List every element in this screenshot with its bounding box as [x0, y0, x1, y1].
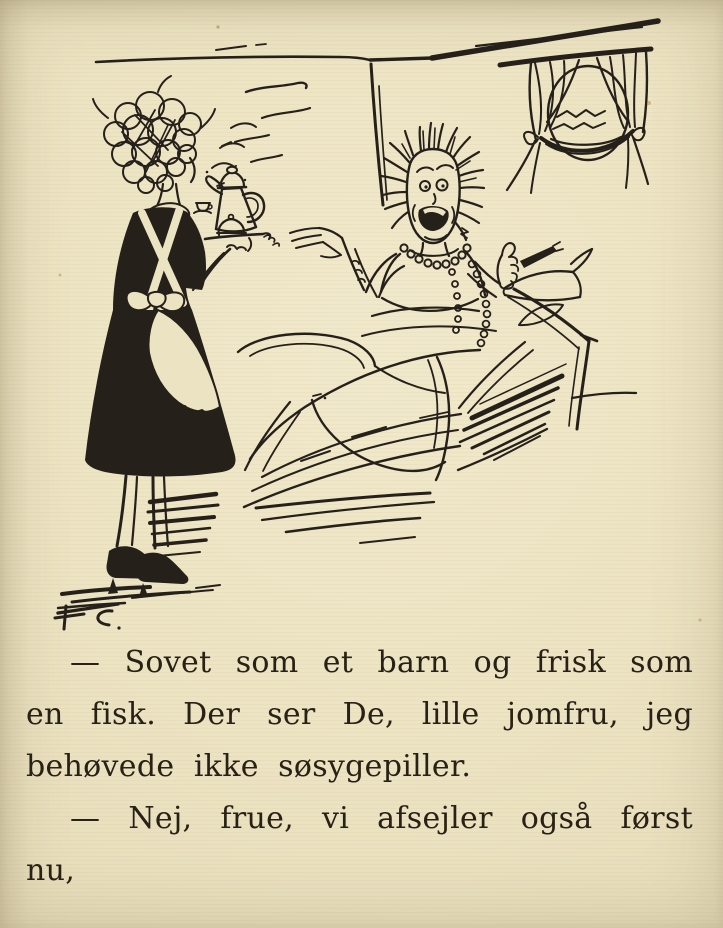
caption-line-5: nu, [26, 853, 76, 888]
woman-hand [498, 255, 502, 284]
coffee-tray [193, 167, 279, 290]
maid-leg [117, 476, 126, 546]
woman-in-bed [290, 123, 563, 346]
biscuit [520, 246, 557, 268]
woman-hand [319, 228, 342, 238]
tray [205, 234, 263, 239]
maid-curly-hair [93, 76, 215, 193]
caption-line-4: — Nej, frue, vi afsejler også først [70, 801, 693, 836]
coffee-cup [194, 203, 212, 213]
sea-waves [557, 110, 605, 117]
headboard [371, 64, 387, 205]
caption-text [0, 637, 723, 897]
caption-line-3: behøvede ikke søsygepiller. [26, 749, 472, 784]
bed-and-blanket [148, 249, 636, 556]
woman-right-arm [290, 228, 404, 297]
porthole-window [500, 49, 651, 193]
bed-base [148, 493, 434, 556]
blanket [238, 308, 496, 507]
steam-lines [206, 83, 310, 186]
caption-line-1: — Sovet som et barn og frisk som [70, 645, 693, 680]
coffee-pot [206, 167, 264, 232]
floor-shadow [58, 585, 220, 608]
maid-shoe [136, 553, 189, 584]
caption-line-2: en fisk. Der ser De, lille jomfru, jeg [26, 697, 693, 732]
artist-signature [55, 604, 121, 630]
